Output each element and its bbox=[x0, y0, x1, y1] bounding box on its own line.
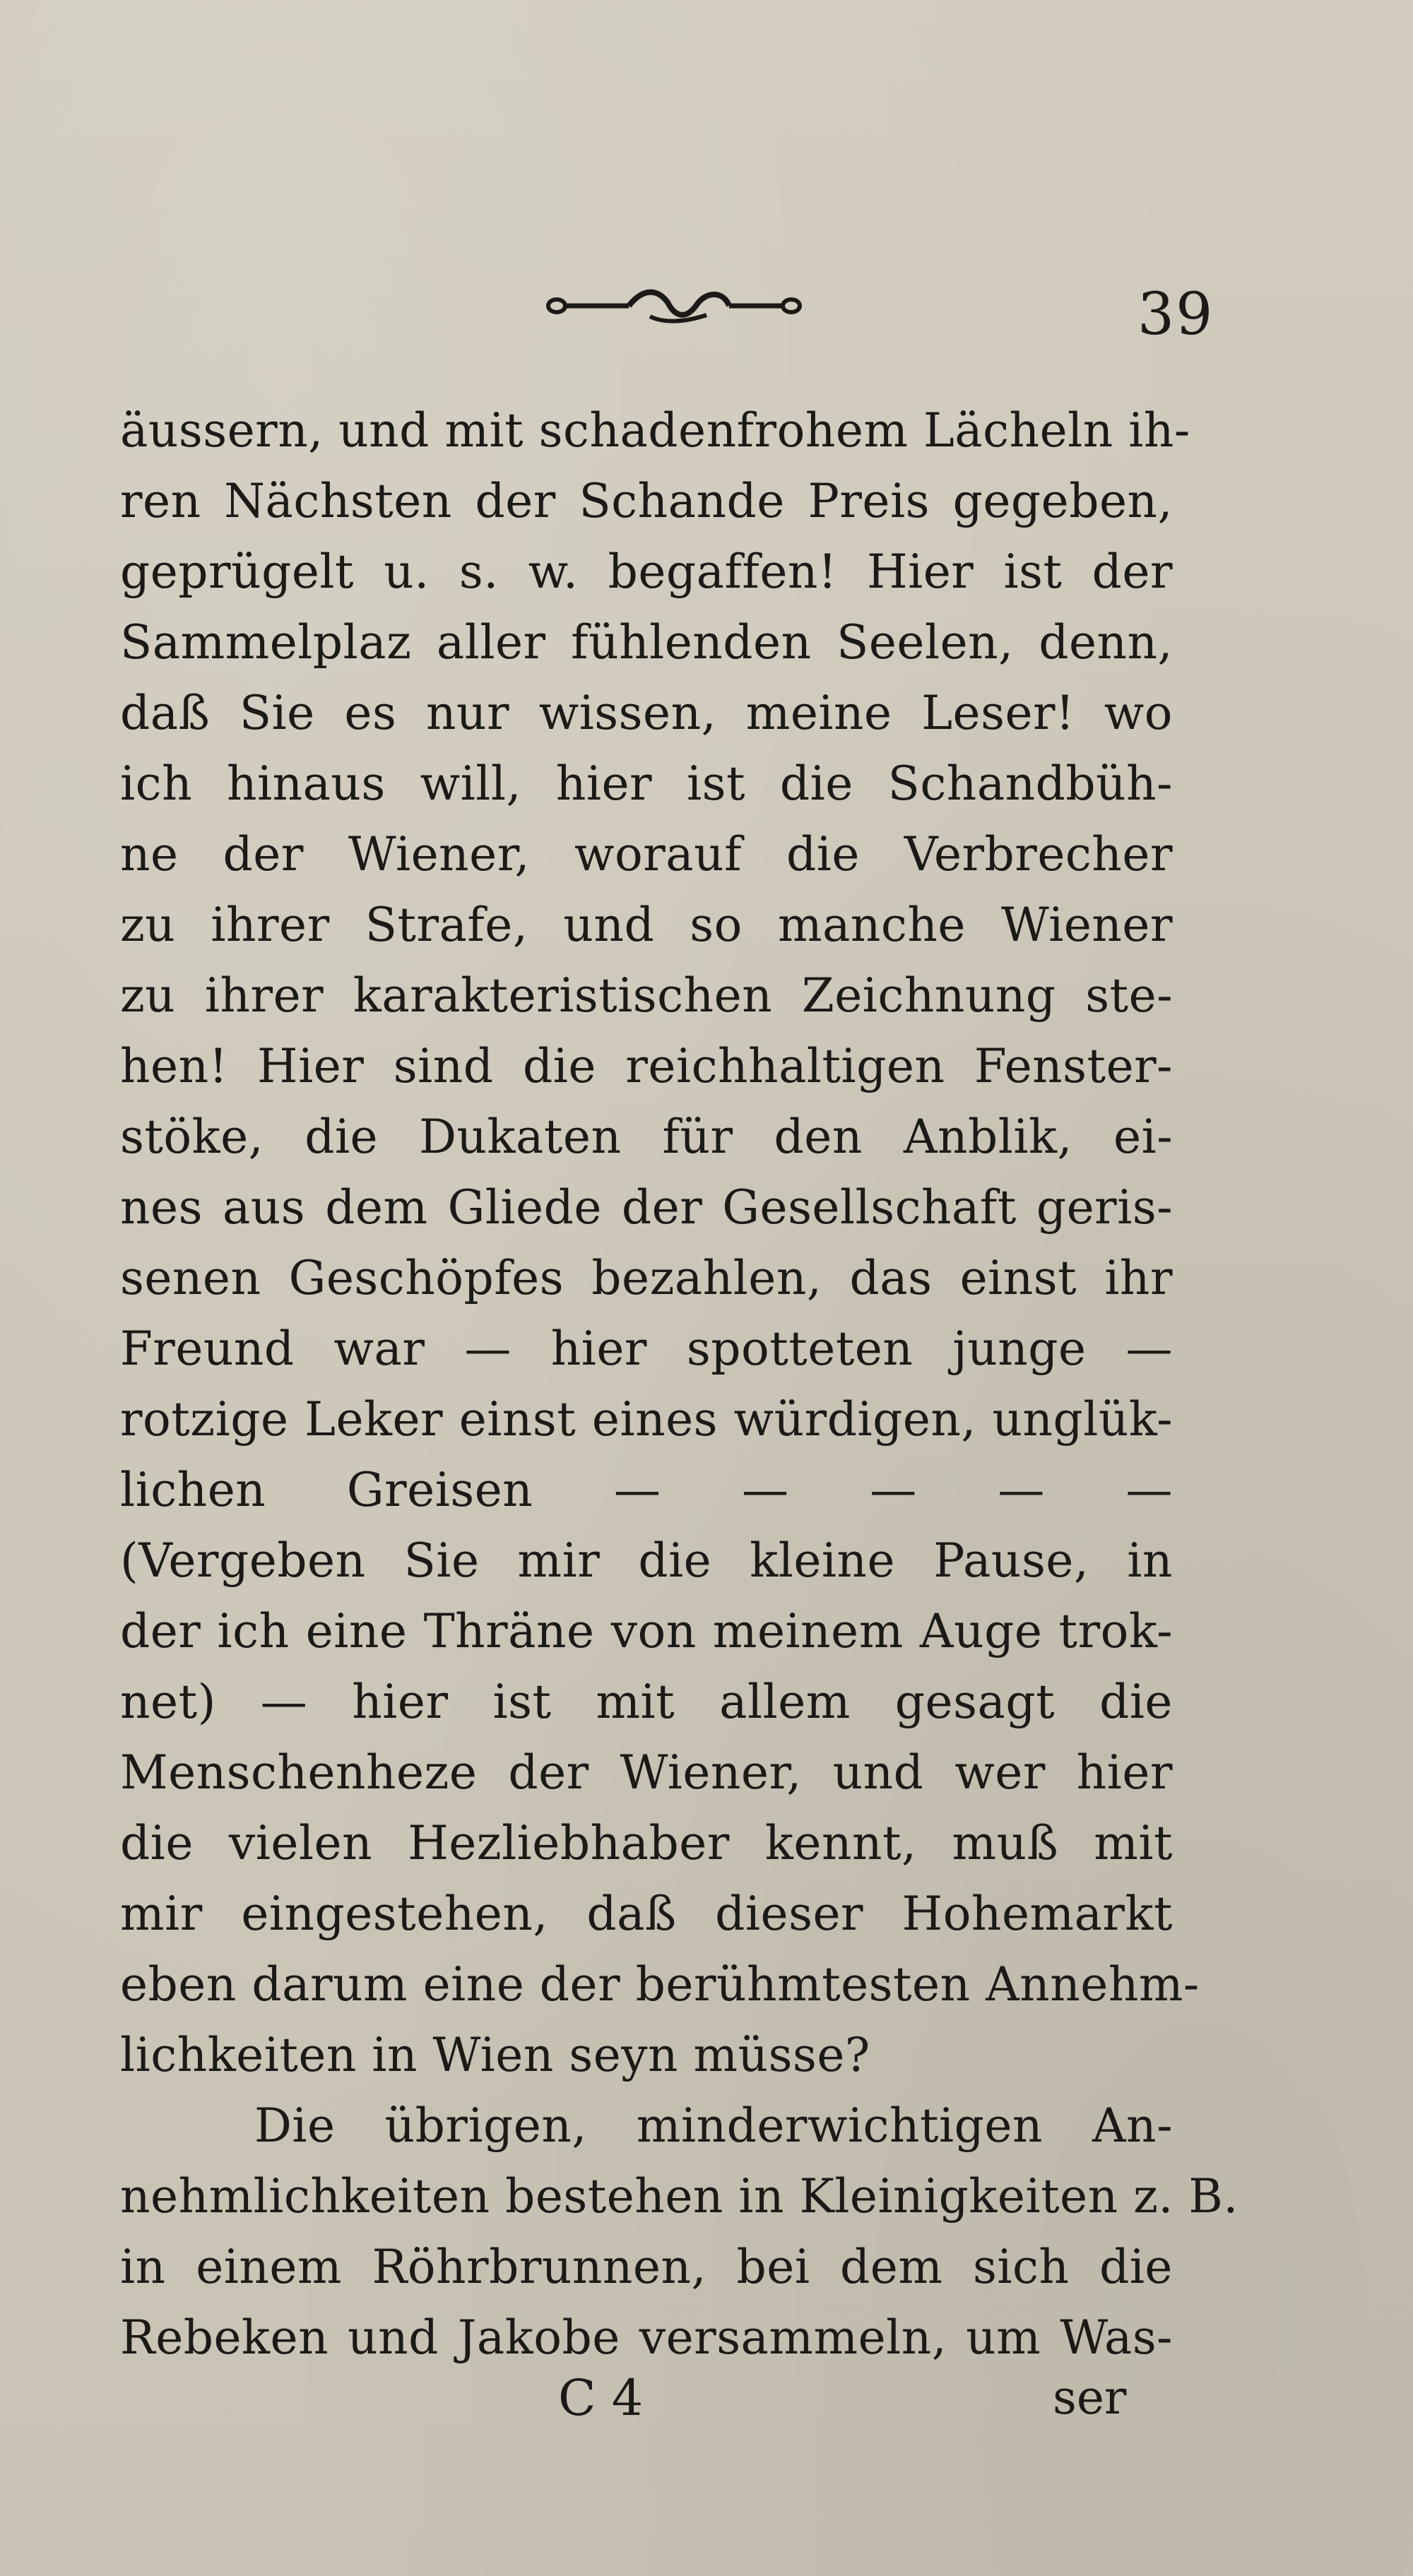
text-line: lichkeiten in Wien seyn müsse? bbox=[120, 2028, 870, 2082]
text-line: zu ihrer Strafe, und so manche Wiener bbox=[120, 898, 1173, 952]
text-line: Rebeken und Jakobe versammeln, um Was- bbox=[120, 2310, 1173, 2365]
text-line: Freund war — hier spotteten junge — bbox=[120, 1322, 1173, 1376]
printer-signature-mark: C 4 bbox=[558, 2369, 644, 2427]
catchword: ser bbox=[1053, 2370, 1127, 2425]
text-line: rotzige Leker einst eines würdigen, unglük- bbox=[120, 1392, 1173, 1447]
text-line: ich hinaus will, hier ist die Schandbüh- bbox=[120, 756, 1173, 811]
text-line: zu ihrer karakteristischen Zeichnung ste- bbox=[120, 968, 1173, 1023]
text-line: in einem Röhrbrunnen, bei dem sich die bbox=[120, 2240, 1173, 2294]
text-line: nehmlichkeiten bestehen in Kleinigkeiten z. B. bbox=[120, 2169, 1238, 2224]
text-line: lichen Greisen — — — — — bbox=[120, 1463, 1173, 1517]
text-line: äussern, und mit schadenfrohem Lächeln ih- bbox=[120, 403, 1190, 458]
text-line: net) — hier ist mit allem gesagt die bbox=[120, 1675, 1173, 1729]
text-line: (Vergeben Sie mir die kleine Pause, in bbox=[120, 1533, 1173, 1588]
text-line: senen Geschöpfes bezahlen, das einst ihr bbox=[120, 1251, 1173, 1305]
text-line: Sammelplaz aller fühlenden Seelen, denn, bbox=[120, 615, 1173, 670]
text-line: nes aus dem Gliede der Gesellschaft geris- bbox=[120, 1180, 1173, 1235]
text-line: Menschenheze der Wiener, und wer hier bbox=[120, 1745, 1173, 1800]
decorative-rule-ornament bbox=[544, 281, 805, 331]
text-line: geprügelt u. s. w. begaffen! Hier ist der bbox=[120, 545, 1173, 599]
text-line: die vielen Hezliebhaber kennt, muß mit bbox=[120, 1816, 1173, 1870]
text-line: mir eingestehen, daß dieser Hohemarkt bbox=[120, 1887, 1173, 1941]
text-line: stöke, die Dukaten für den Anblik, ei- bbox=[120, 1110, 1173, 1164]
text-line: daß Sie es nur wissen, meine Leser! wo bbox=[120, 686, 1173, 740]
text-line: der ich eine Thräne von meinem Auge trok- bbox=[120, 1604, 1173, 1658]
page-number: 39 bbox=[1137, 281, 1214, 348]
text-line: ne der Wiener, worauf die Verbrecher bbox=[120, 827, 1173, 882]
text-line: hen! Hier sind die reichhaltigen Fenster- bbox=[120, 1039, 1173, 1093]
paragraph-start-line: Die übrigen, minderwichtigen An- bbox=[254, 2099, 1173, 2153]
text-line: ren Nächsten der Schande Preis gegeben, bbox=[120, 474, 1173, 528]
text-line: eben darum eine der berühmtesten Annehm- bbox=[120, 1957, 1200, 2012]
